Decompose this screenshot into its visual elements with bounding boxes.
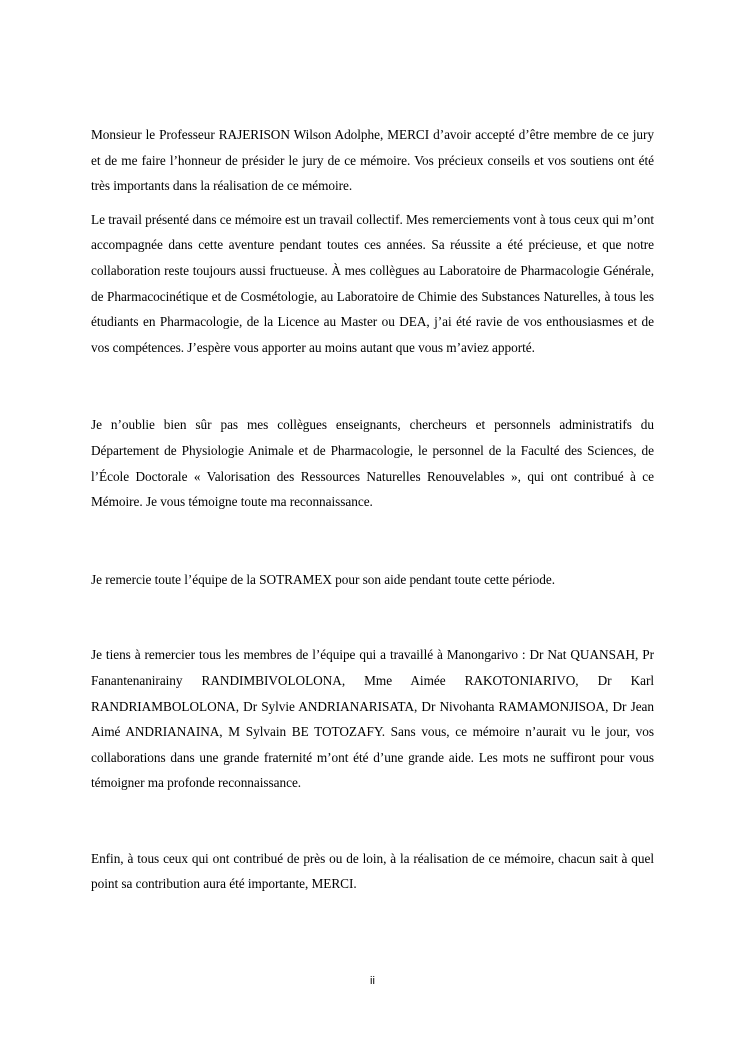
paragraph-spacer [91,360,654,412]
document-body [91,122,654,897]
paragraph-spacer [91,199,654,207]
paragraph-collective-work: Le travail présenté dans ce mémoire est un travail collectif. Mes remerciements vont à tous ceux qui m’ont accompagnée dans cette aventure pendant toutes ces années. Sa réussite a été précieuse, et que notre collaboration reste toujours aussi fructueuse. À mes collègues au Laboratoire de Pharmacologie Générale, de Pharmacocinétique et de Cosmétologie, au Laboratoire de Chimie des Substances Naturelles, à tous les étudiants en Pharmacologie, de la Licence au Master ou DEA, j’ai été ravie de vos enthousiasmes et de vos compétences. J’espère vous apporter au moins autant que vous m’aviez apporté. [91,211,654,355]
paragraph-colleagues: Je n’oublie bien sûr pas mes collègues enseignants, chercheurs et personnels administratifs du Département de Physiologie Animale et de Pharmacologie, le personnel de la Faculté des Sciences, de l’École Doctorale « Valorisation des Ressources Naturelles Renouvelables », qui ont contribué à ce Mémoire. Je vous témoigne toute ma reconnaissance. [91,417,654,510]
paragraph-spacer [91,796,654,846]
paragraph-spacer [91,515,654,567]
page-number: ii [370,975,375,987]
paragraph-final-thanks: Enfin, à tous ceux qui ont contribué de près ou de loin, à la réalisation de ce mémoire, chacun sait à quel point sa contribution aura été importante, MERCI. [91,850,654,892]
paragraph-manongarivo-team: Je tiens à remercier tous les membres de l’équipe qui a travaillé à Manongarivo : Dr Nat QUANSAH, Pr Fanantenanirainy RANDIMBIVOLOLONA, Mme Aimée RAKOTONIARIVO, Dr Karl RANDRIAMBOLOLONA, Dr Sylvie ANDRIANARISATA, Dr Nivohanta RAMAMONJISOA, Dr Jean Aimé ANDRIANAINA, M Sylvain BE TOTOZAFY. Sans vous, ce mémoire n’aurait vu le jour, vos collaborations dans une grande fraternité m’ont été d’une grande aide. Les mots ne suffiront pour vous témoigner ma profonde reconnaissance. [91,647,654,791]
paragraph-jury-president: Monsieur le Professeur RAJERISON Wilson Adolphe, MERCI d’avoir accepté d’être membre de ce jury et de me faire l’honneur de présider le jury de ce mémoire. Vos précieux conseils et vos soutiens ont été très importants dans la réalisation de ce mémoire. [91,127,654,194]
paragraph-spacer [91,592,654,642]
paragraph-sotramex: Je remercie toute l’équipe de la SOTRAMEX pour son aide pendant toute cette période. [91,571,555,587]
